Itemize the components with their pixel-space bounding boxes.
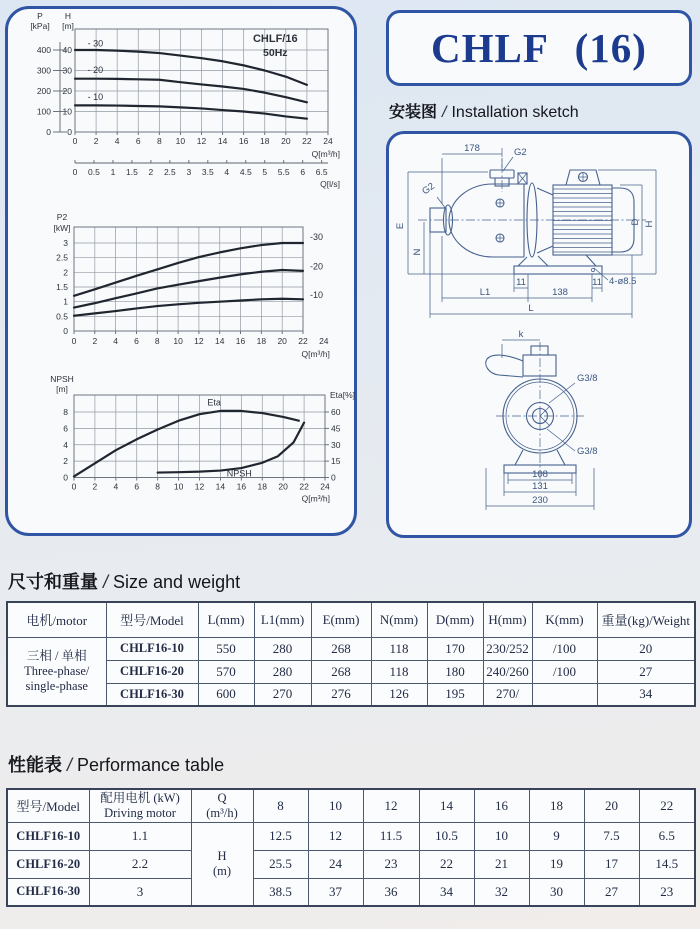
svg-text:22: 22 xyxy=(299,481,309,492)
svg-text:8: 8 xyxy=(154,336,160,346)
svg-text:H: H xyxy=(64,11,72,21)
heading-en: Performance table xyxy=(77,755,225,775)
table-cell: 34 xyxy=(597,683,695,706)
table-cell: 21 xyxy=(474,850,529,878)
svg-text:8: 8 xyxy=(156,136,162,146)
header-driving-motor xyxy=(89,789,191,822)
table-cell: 230/252 xyxy=(483,637,532,660)
table-header-row xyxy=(7,602,695,637)
svg-text:22: 22 xyxy=(302,136,312,146)
table-cell: 9 xyxy=(529,822,584,850)
table-cell: 23 xyxy=(363,850,419,878)
header-l1: L1(mm) xyxy=(254,602,311,637)
table-cell: 22 xyxy=(419,850,474,878)
table-cell: 7.5 xyxy=(584,822,639,850)
table-cell-model: CHLF16-20 xyxy=(106,660,198,683)
bolt-holes-label: 4-ø8.5 xyxy=(609,276,637,287)
head-symbol: H xyxy=(217,848,227,863)
svg-text:- 10: - 10 xyxy=(87,92,104,103)
table-cell: 240/260 xyxy=(483,660,532,683)
dim-230-label: 230 xyxy=(532,495,548,506)
header-h: H(mm) xyxy=(483,602,532,637)
svg-text:0: 0 xyxy=(71,481,77,492)
svg-text:Q[m³/h]: Q[m³/h] xyxy=(301,349,330,359)
svg-text:P: P xyxy=(37,11,43,21)
dim-d-label: D xyxy=(630,218,641,226)
header-q-14: 14 xyxy=(419,789,474,822)
g38-bottom-label: G3/8 xyxy=(577,446,598,457)
table-cell xyxy=(532,683,597,706)
dim-e-label: E xyxy=(395,222,406,230)
pump-side-view xyxy=(395,143,656,318)
motor-phase-en1: Three-phase/ xyxy=(24,663,90,678)
table-cell: 126 xyxy=(371,683,427,706)
installation-sketch-heading xyxy=(389,99,579,122)
g38-top-label: G3/8 xyxy=(577,373,598,384)
performance-curves-panel xyxy=(5,6,357,536)
table-row xyxy=(7,637,695,660)
svg-text:1: 1 xyxy=(63,296,68,307)
table-cell: 23 xyxy=(639,878,695,906)
dim-n-label: N xyxy=(412,248,423,256)
svg-text:4: 4 xyxy=(224,167,230,177)
table-cell: 6.5 xyxy=(639,822,695,850)
table-cell: 20 xyxy=(597,637,695,660)
svg-text:4: 4 xyxy=(63,439,68,450)
svg-text:10: 10 xyxy=(175,136,186,146)
svg-text:0: 0 xyxy=(67,127,72,137)
heading-separator: / xyxy=(103,572,109,592)
table-cell-model: CHLF16-30 xyxy=(7,878,89,906)
svg-text:1: 1 xyxy=(110,167,116,177)
svg-text:20: 20 xyxy=(281,136,291,146)
dim-h-label: H xyxy=(644,220,655,228)
heading-zh: 性能表 xyxy=(8,755,62,775)
svg-text:[kPa]: [kPa] xyxy=(30,21,50,31)
table-row xyxy=(7,850,695,878)
header-model: 型号/Model xyxy=(7,789,89,822)
table-cell-kw: 2.2 xyxy=(89,850,191,878)
table-cell: 118 xyxy=(371,637,427,660)
svg-text:45: 45 xyxy=(331,423,341,434)
svg-text:16: 16 xyxy=(235,336,246,346)
svg-text:CHLF/16: CHLF/16 xyxy=(252,33,298,45)
svg-text:6: 6 xyxy=(135,136,141,146)
pump-end-view xyxy=(486,329,598,510)
suction-g2-label: G2 xyxy=(420,180,437,198)
page-title: CHLF (16) xyxy=(431,25,647,71)
svg-text:4: 4 xyxy=(113,481,119,492)
header-motor: 电机/motor xyxy=(7,602,106,637)
q-symbol: Q xyxy=(217,790,227,805)
header-e: E(mm) xyxy=(311,602,371,637)
table-cell: 170 xyxy=(427,637,483,660)
svg-text:2: 2 xyxy=(92,336,98,346)
installation-sketch-drawing xyxy=(390,134,690,534)
performance-table-heading xyxy=(8,751,224,777)
svg-text:10: 10 xyxy=(173,336,183,346)
table-cell: 600 xyxy=(198,683,254,706)
svg-text:[m]: [m] xyxy=(62,21,74,31)
svg-text:5.5: 5.5 xyxy=(277,167,290,177)
motor-phase-cell xyxy=(7,637,106,706)
table-cell-model: CHLF16-30 xyxy=(106,683,198,706)
head-flow-chart xyxy=(8,10,356,206)
table-cell: /100 xyxy=(532,637,597,660)
svg-text:18: 18 xyxy=(256,336,267,346)
table-cell: 270 xyxy=(254,683,311,706)
table-cell: 30 xyxy=(529,878,584,906)
svg-text:NPSH: NPSH xyxy=(226,468,252,479)
svg-text:400: 400 xyxy=(36,45,51,55)
table-cell: 280 xyxy=(254,637,311,660)
heading-en: Installation sketch xyxy=(451,104,579,121)
table-cell: 10 xyxy=(474,822,529,850)
svg-text:6: 6 xyxy=(134,481,140,492)
svg-text:6: 6 xyxy=(134,336,139,346)
svg-text:300: 300 xyxy=(36,65,51,76)
svg-text:14: 14 xyxy=(215,481,226,492)
table-row xyxy=(7,660,695,683)
svg-text:20: 20 xyxy=(277,336,287,346)
dim-l-label: L xyxy=(528,303,534,314)
svg-text:NPSH: NPSH xyxy=(50,374,74,384)
driving-motor-en: Driving motor xyxy=(104,805,176,820)
svg-text:-20: -20 xyxy=(310,261,324,272)
svg-text:0.5: 0.5 xyxy=(56,311,68,322)
heading-zh: 尺寸和重量 xyxy=(8,572,98,592)
svg-text:P2: P2 xyxy=(56,212,68,222)
table-cell: 550 xyxy=(198,637,254,660)
svg-text:2.5: 2.5 xyxy=(163,167,176,177)
table-cell: 11.5 xyxy=(363,822,419,850)
svg-text:[m]: [m] xyxy=(56,384,68,394)
svg-text:-30: -30 xyxy=(310,232,324,243)
svg-text:2: 2 xyxy=(92,481,98,492)
model-title-box xyxy=(386,10,692,86)
header-l: L(mm) xyxy=(198,602,254,637)
svg-text:18: 18 xyxy=(257,481,267,492)
table-cell: 19 xyxy=(529,850,584,878)
table-cell-model: CHLF16-20 xyxy=(7,850,89,878)
header-q-8: 8 xyxy=(253,789,308,822)
dim-178-label: 178 xyxy=(464,143,480,154)
svg-text:- 30: - 30 xyxy=(87,38,104,49)
svg-text:24: 24 xyxy=(320,481,330,492)
header-k: K(mm) xyxy=(532,602,597,637)
svg-text:-10: -10 xyxy=(310,290,324,301)
table-cell: 14.5 xyxy=(639,850,695,878)
heading-separator: / xyxy=(442,104,447,121)
table-cell: 12.5 xyxy=(253,822,308,850)
svg-text:2.5: 2.5 xyxy=(56,252,68,263)
svg-text:4.5: 4.5 xyxy=(239,167,252,177)
table-cell: 38.5 xyxy=(253,878,308,906)
table-cell: 37 xyxy=(308,878,363,906)
svg-text:Eta[%]: Eta[%] xyxy=(330,390,356,400)
header-weight: 重量(kg)/Weight xyxy=(597,602,695,637)
svg-text:40: 40 xyxy=(62,45,72,55)
table-cell: 276 xyxy=(311,683,371,706)
svg-text:20: 20 xyxy=(278,481,288,492)
installation-sketch-panel xyxy=(386,131,692,538)
table-cell: 268 xyxy=(311,637,371,660)
svg-text:60: 60 xyxy=(331,407,341,417)
svg-text:12: 12 xyxy=(194,481,205,492)
heading-en: Size and weight xyxy=(113,572,241,592)
svg-text:Eta: Eta xyxy=(207,397,221,408)
svg-text:[kW]: [kW] xyxy=(53,223,71,233)
table-cell: 270/ xyxy=(483,683,532,706)
head-unit: (m) xyxy=(212,863,232,878)
dim-11-left-label: 11 xyxy=(516,277,526,288)
dim-108-label: 108 xyxy=(532,469,548,480)
table-cell: /100 xyxy=(532,660,597,683)
svg-text:16: 16 xyxy=(238,136,249,146)
svg-text:0: 0 xyxy=(63,472,68,483)
svg-text:100: 100 xyxy=(36,106,51,117)
svg-text:Q[m³/h]: Q[m³/h] xyxy=(311,149,340,159)
table-cell: 34 xyxy=(419,878,474,906)
svg-text:2: 2 xyxy=(148,167,154,177)
svg-text:4: 4 xyxy=(114,136,120,146)
header-q-22: 22 xyxy=(639,789,695,822)
table-cell: 25.5 xyxy=(253,850,308,878)
svg-text:22: 22 xyxy=(298,336,308,346)
table-cell: 118 xyxy=(371,660,427,683)
motor-phase-en2: single-phase xyxy=(25,678,88,693)
svg-text:14: 14 xyxy=(217,136,228,146)
table-cell: 27 xyxy=(584,878,639,906)
svg-text:50Hz: 50Hz xyxy=(263,47,288,59)
size-weight-table xyxy=(6,601,696,707)
svg-text:10: 10 xyxy=(62,106,72,117)
svg-text:12: 12 xyxy=(194,336,204,346)
svg-text:- 20: - 20 xyxy=(87,65,104,76)
svg-text:24: 24 xyxy=(323,136,333,146)
table-cell: 17 xyxy=(584,850,639,878)
svg-text:30: 30 xyxy=(62,65,72,76)
svg-text:16: 16 xyxy=(236,481,247,492)
table-cell: 268 xyxy=(311,660,371,683)
table-cell-kw: 1.1 xyxy=(89,822,191,850)
port-g2-label: G2 xyxy=(514,147,527,158)
header-q-10: 10 xyxy=(308,789,363,822)
motor-phase-zh: 三相 / 单相 xyxy=(26,648,87,663)
table-cell: 36 xyxy=(363,878,419,906)
table-row xyxy=(7,878,695,906)
table-cell: 24 xyxy=(308,850,363,878)
svg-text:3: 3 xyxy=(186,167,192,177)
svg-text:6: 6 xyxy=(63,423,68,434)
svg-text:3.5: 3.5 xyxy=(201,167,214,177)
heading-zh: 安装图 xyxy=(389,104,438,121)
svg-text:8: 8 xyxy=(155,481,161,492)
svg-text:6: 6 xyxy=(300,167,306,177)
table-row xyxy=(7,683,695,706)
svg-text:6.5: 6.5 xyxy=(315,167,328,177)
svg-text:14: 14 xyxy=(214,336,225,346)
dim-138-label: 138 xyxy=(552,287,568,298)
table-cell: 570 xyxy=(198,660,254,683)
svg-text:12: 12 xyxy=(196,136,207,146)
header-n: N(mm) xyxy=(371,602,427,637)
svg-text:8: 8 xyxy=(63,407,68,417)
svg-text:1.5: 1.5 xyxy=(126,167,138,177)
svg-text:0: 0 xyxy=(46,127,51,137)
table-cell: 12 xyxy=(308,822,363,850)
svg-text:5: 5 xyxy=(262,167,268,177)
svg-text:Q[l/s]: Q[l/s] xyxy=(320,179,340,189)
svg-text:0: 0 xyxy=(331,472,336,483)
svg-text:10: 10 xyxy=(173,481,184,492)
header-q xyxy=(191,789,253,822)
svg-text:Q[m³/h]: Q[m³/h] xyxy=(301,493,330,504)
svg-text:0: 0 xyxy=(71,336,77,346)
head-unit-cell xyxy=(191,822,253,906)
driving-motor-zh: 配用电机 (kW) xyxy=(100,790,180,805)
dim-11-right-label: 11 xyxy=(592,277,602,288)
table-cell-kw: 3 xyxy=(89,878,191,906)
dim-l1-label: L1 xyxy=(479,287,491,298)
svg-text:15: 15 xyxy=(331,456,341,467)
svg-text:2: 2 xyxy=(93,136,99,146)
dim-k-label: k xyxy=(518,329,524,340)
size-weight-heading xyxy=(8,568,240,594)
header-q-18: 18 xyxy=(529,789,584,822)
svg-text:30: 30 xyxy=(331,439,341,450)
heading-separator: / xyxy=(67,755,73,775)
header-q-20: 20 xyxy=(584,789,639,822)
table-cell: 10.5 xyxy=(419,822,474,850)
table-cell: 280 xyxy=(254,660,311,683)
svg-text:20: 20 xyxy=(62,86,72,96)
svg-text:2: 2 xyxy=(63,267,68,278)
header-q-16: 16 xyxy=(474,789,529,822)
table-cell: 27 xyxy=(597,660,695,683)
svg-text:4: 4 xyxy=(113,336,119,346)
header-q-12: 12 xyxy=(363,789,419,822)
svg-text:0.5: 0.5 xyxy=(88,167,100,177)
table-header-row xyxy=(7,789,695,822)
table-cell: 180 xyxy=(427,660,483,683)
table-cell: 32 xyxy=(474,878,529,906)
svg-text:0: 0 xyxy=(72,136,78,146)
power-flow-chart xyxy=(8,210,356,370)
svg-text:2: 2 xyxy=(63,456,68,467)
table-cell-model: CHLF16-10 xyxy=(106,637,198,660)
svg-text:1.5: 1.5 xyxy=(56,282,68,292)
table-cell: 195 xyxy=(427,683,483,706)
svg-text:24: 24 xyxy=(319,336,329,346)
svg-text:0: 0 xyxy=(72,167,78,177)
q-unit: (m³/h) xyxy=(206,805,238,820)
header-d: D(mm) xyxy=(427,602,483,637)
svg-text:3: 3 xyxy=(63,238,68,248)
table-cell-model: CHLF16-10 xyxy=(7,822,89,850)
header-model: 型号/Model xyxy=(106,602,198,637)
performance-table xyxy=(6,788,696,907)
svg-text:18: 18 xyxy=(260,136,270,146)
table-row xyxy=(7,822,695,850)
dim-131-label: 131 xyxy=(532,481,548,492)
svg-text:0: 0 xyxy=(63,326,68,336)
npsh-eta-chart xyxy=(8,372,356,512)
svg-text:200: 200 xyxy=(36,86,51,96)
